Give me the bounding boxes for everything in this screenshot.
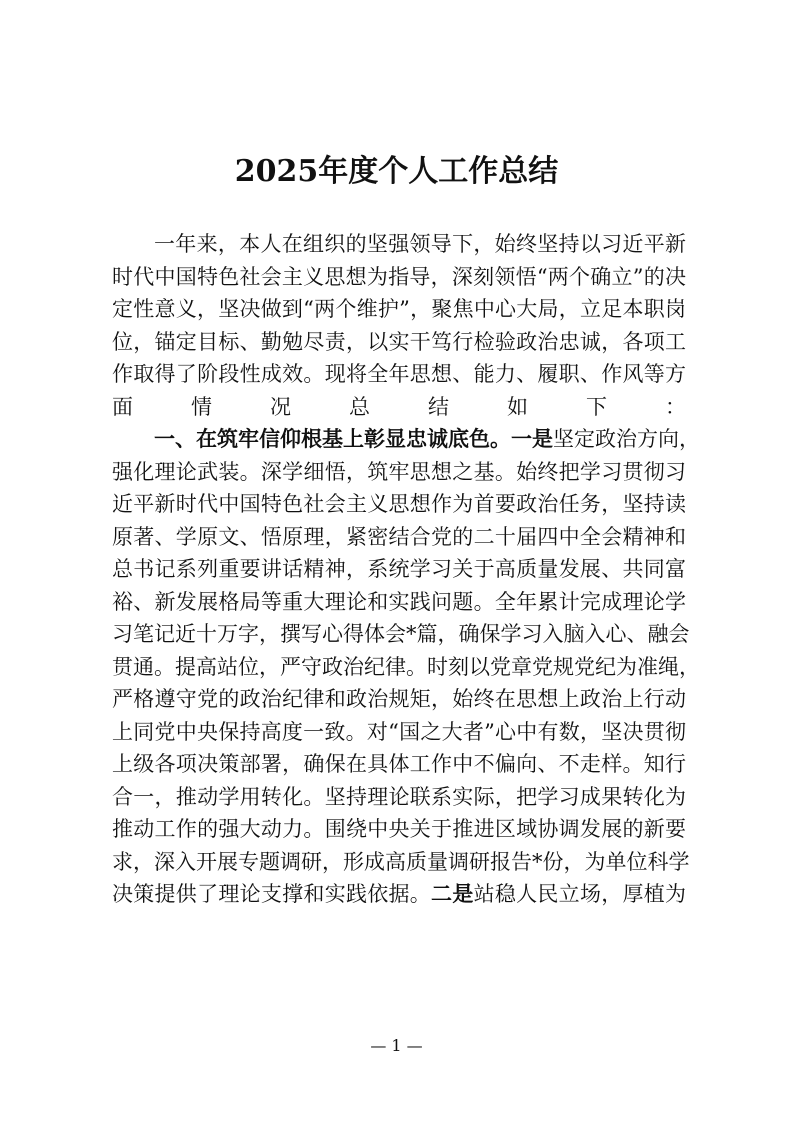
body-text: 面情况总结如下： bbox=[112, 394, 686, 419]
page-number: — 1 — bbox=[370, 1036, 423, 1055]
body-text: 作取得了阶段性成效。现将全年思想、能力、履职、作风等方 bbox=[112, 362, 686, 386]
text-line bbox=[112, 456, 686, 489]
text-line bbox=[112, 553, 686, 586]
text-line bbox=[112, 651, 700, 684]
body-text: 贯通。提高站位，严守政治纪律。时刻以党章党规党纪为准绳， bbox=[112, 654, 700, 679]
body-text: 强化理论武装。深学细悟，筑牢思想之基。始终把学习贯彻习 bbox=[112, 459, 686, 484]
bold-heading-text: 二是 bbox=[431, 881, 474, 906]
text-line bbox=[112, 358, 686, 391]
text-line bbox=[112, 488, 686, 521]
body-text: 一年来，本人在组织的坚强领导下，始终坚持以习近平新 bbox=[154, 232, 686, 256]
body-text: 决策提供了理论支撑和实践依据。 bbox=[112, 882, 432, 906]
text-line bbox=[112, 261, 686, 294]
body-text: 近平新时代中国特色社会主义思想作为首要政治任务，坚持读 bbox=[112, 492, 686, 516]
body-text: 推动工作的强大动力。围绕中央关于推进区域协调发展的新要 bbox=[112, 817, 686, 841]
body-text: 原著、学原文、悟原理，紧密结合党的二十届四中全会精神和 bbox=[112, 524, 686, 549]
text-line bbox=[112, 878, 686, 911]
body-text: 求，深入开展专题调研，形成高质量调研报告*份，为单位科学 bbox=[112, 849, 690, 874]
document-body bbox=[112, 228, 700, 911]
body-text: 严格遵守党的政治纪律和政治规矩，始终在思想上政治上行动 bbox=[112, 687, 686, 711]
body-text: 裕、新发展格局等重大理论和实践问题。全年累计完成理论学 bbox=[112, 589, 686, 614]
body-text: 上级各项决策部署，确保在具体工作中不偏向、不走样。知行 bbox=[112, 752, 686, 776]
body-text: 上同党中央保持高度一致。对“国之大者”心中有数，坚决贯彻 bbox=[112, 719, 686, 744]
body-text: 坚定政治方向， bbox=[553, 427, 700, 451]
body-text: 站稳人民立场，厚植为 bbox=[473, 882, 687, 906]
text-line bbox=[112, 748, 686, 781]
text-line bbox=[112, 683, 686, 716]
body-text: 合一，推动学用转化。坚持理论联系实际，把学习成果转化为 bbox=[112, 784, 686, 809]
text-line bbox=[112, 618, 690, 651]
text-line bbox=[112, 716, 686, 749]
text-line bbox=[112, 391, 686, 424]
text-line bbox=[112, 781, 686, 814]
text-line bbox=[112, 521, 686, 554]
text-line bbox=[112, 586, 686, 619]
text-line bbox=[112, 326, 686, 359]
text-line bbox=[112, 846, 690, 879]
body-text: 位，锚定目标、勤勉尽责，以实干笃行检验政治忠诚，各项工 bbox=[112, 329, 686, 354]
text-line bbox=[112, 423, 700, 456]
body-text: 定性意义，坚决做到“两个维护”，聚焦中心大局，立足本职岗 bbox=[112, 297, 686, 321]
bold-heading-text: 一、在筑牢信仰根基上彰显忠诚底色。一是 bbox=[154, 426, 553, 451]
text-line bbox=[112, 813, 686, 846]
body-text: 习笔记近十万字，撰写心得体会*篇，确保学习入脑入心、融会 bbox=[112, 622, 690, 646]
text-line bbox=[112, 228, 686, 261]
body-text: 总书记系列重要讲话精神，系统学习关于高质量发展、共同富 bbox=[112, 557, 686, 581]
text-line bbox=[112, 293, 686, 326]
body-text: 时代中国特色社会主义思想为指导，深刻领悟“两个确立”的决 bbox=[112, 264, 686, 289]
document-title: 2025年度个人工作总结 bbox=[234, 154, 559, 189]
